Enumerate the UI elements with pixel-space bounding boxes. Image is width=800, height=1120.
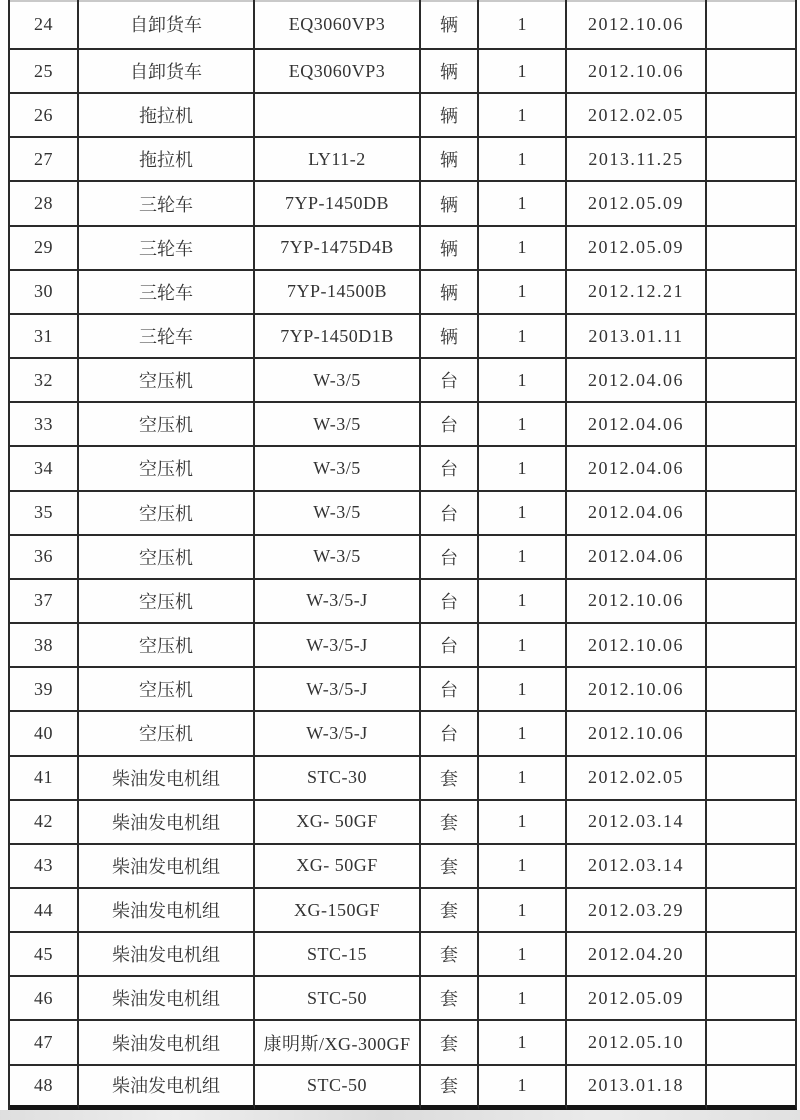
cell-note bbox=[707, 182, 797, 226]
cell-qty: 1 bbox=[479, 50, 567, 94]
cell-note bbox=[707, 492, 797, 536]
cell-date: 2013.11.25 bbox=[567, 138, 707, 182]
cell-note bbox=[707, 668, 797, 712]
cell-model: 康明斯/XG-300GF bbox=[255, 1021, 421, 1065]
cell-note bbox=[707, 580, 797, 624]
cell-qty: 1 bbox=[479, 801, 567, 845]
cell-date: 2012.02.05 bbox=[567, 757, 707, 801]
cell-unit: 台 bbox=[421, 359, 479, 403]
cell-unit: 台 bbox=[421, 447, 479, 491]
cell-note bbox=[707, 757, 797, 801]
cell-model: 7YP-1475D4B bbox=[255, 227, 421, 271]
cell-note bbox=[707, 227, 797, 271]
cell-qty: 1 bbox=[479, 933, 567, 977]
cell-unit: 辆 bbox=[421, 271, 479, 315]
cell-date: 2012.10.06 bbox=[567, 580, 707, 624]
cell-name: 拖拉机 bbox=[79, 138, 255, 182]
cell-name: 三轮车 bbox=[79, 271, 255, 315]
cell-no: 48 bbox=[10, 1066, 79, 1110]
cell-qty: 1 bbox=[479, 1066, 567, 1110]
cell-no: 40 bbox=[10, 712, 79, 756]
cell-qty: 1 bbox=[479, 271, 567, 315]
cell-date: 2012.04.06 bbox=[567, 359, 707, 403]
cell-date: 2012.12.21 bbox=[567, 271, 707, 315]
cell-no: 43 bbox=[10, 845, 79, 889]
cell-name: 自卸货车 bbox=[79, 0, 255, 50]
cell-name: 空压机 bbox=[79, 580, 255, 624]
cell-qty: 1 bbox=[479, 94, 567, 138]
cell-qty: 1 bbox=[479, 403, 567, 447]
cell-model: STC-50 bbox=[255, 977, 421, 1021]
cell-name: 空压机 bbox=[79, 492, 255, 536]
cell-unit: 辆 bbox=[421, 182, 479, 226]
cell-note bbox=[707, 889, 797, 933]
cell-model: W-3/5-J bbox=[255, 712, 421, 756]
cell-name: 空压机 bbox=[79, 668, 255, 712]
cell-name: 柴油发电机组 bbox=[79, 1021, 255, 1065]
cell-no: 33 bbox=[10, 403, 79, 447]
cell-qty: 1 bbox=[479, 315, 567, 359]
cell-note bbox=[707, 1021, 797, 1065]
cell-date: 2012.04.06 bbox=[567, 447, 707, 491]
cell-name: 自卸货车 bbox=[79, 50, 255, 94]
cell-unit: 套 bbox=[421, 977, 479, 1021]
cell-name: 柴油发电机组 bbox=[79, 757, 255, 801]
cell-name: 空压机 bbox=[79, 403, 255, 447]
cell-date: 2012.04.20 bbox=[567, 933, 707, 977]
cell-qty: 1 bbox=[479, 536, 567, 580]
cell-note bbox=[707, 271, 797, 315]
cell-date: 2012.10.06 bbox=[567, 624, 707, 668]
cell-qty: 1 bbox=[479, 227, 567, 271]
cell-name: 柴油发电机组 bbox=[79, 933, 255, 977]
cell-date: 2012.03.14 bbox=[567, 845, 707, 889]
cell-date: 2012.05.09 bbox=[567, 182, 707, 226]
scan-edge-artifact bbox=[0, 1110, 800, 1120]
cell-note bbox=[707, 315, 797, 359]
cell-model: W-3/5 bbox=[255, 536, 421, 580]
cell-qty: 1 bbox=[479, 492, 567, 536]
cell-note bbox=[707, 933, 797, 977]
cell-no: 42 bbox=[10, 801, 79, 845]
cell-unit: 辆 bbox=[421, 315, 479, 359]
cell-no: 37 bbox=[10, 580, 79, 624]
cell-name: 拖拉机 bbox=[79, 94, 255, 138]
cell-unit: 辆 bbox=[421, 0, 479, 50]
cell-model: EQ3060VP3 bbox=[255, 0, 421, 50]
cell-unit: 套 bbox=[421, 801, 479, 845]
cell-note bbox=[707, 138, 797, 182]
cell-no: 30 bbox=[10, 271, 79, 315]
cell-name: 空压机 bbox=[79, 447, 255, 491]
cell-unit: 辆 bbox=[421, 50, 479, 94]
cell-qty: 1 bbox=[479, 447, 567, 491]
cell-qty: 1 bbox=[479, 580, 567, 624]
cell-name: 柴油发电机组 bbox=[79, 889, 255, 933]
cell-unit: 台 bbox=[421, 668, 479, 712]
cell-date: 2012.05.09 bbox=[567, 227, 707, 271]
cell-note bbox=[707, 359, 797, 403]
cell-note bbox=[707, 977, 797, 1021]
cell-date: 2012.04.06 bbox=[567, 536, 707, 580]
cell-note bbox=[707, 94, 797, 138]
cell-model: W-3/5-J bbox=[255, 668, 421, 712]
cell-no: 36 bbox=[10, 536, 79, 580]
cell-note bbox=[707, 624, 797, 668]
cell-unit: 套 bbox=[421, 757, 479, 801]
cell-no: 44 bbox=[10, 889, 79, 933]
cell-no: 32 bbox=[10, 359, 79, 403]
cell-model: W-3/5-J bbox=[255, 580, 421, 624]
cell-name: 三轮车 bbox=[79, 315, 255, 359]
cell-qty: 1 bbox=[479, 1021, 567, 1065]
cell-qty: 1 bbox=[479, 138, 567, 182]
cell-qty: 1 bbox=[479, 712, 567, 756]
cell-note bbox=[707, 712, 797, 756]
cell-model: 7YP-1450D1B bbox=[255, 315, 421, 359]
cell-date: 2012.04.06 bbox=[567, 403, 707, 447]
cell-date: 2012.10.06 bbox=[567, 50, 707, 94]
cell-qty: 1 bbox=[479, 977, 567, 1021]
cell-qty: 1 bbox=[479, 889, 567, 933]
cell-note bbox=[707, 447, 797, 491]
cell-no: 25 bbox=[10, 50, 79, 94]
cell-no: 47 bbox=[10, 1021, 79, 1065]
cell-model: 7YP-14500B bbox=[255, 271, 421, 315]
cell-date: 2012.05.09 bbox=[567, 977, 707, 1021]
cell-unit: 辆 bbox=[421, 94, 479, 138]
cell-note bbox=[707, 845, 797, 889]
cell-note bbox=[707, 1066, 797, 1110]
cell-name: 三轮车 bbox=[79, 182, 255, 226]
cell-no: 24 bbox=[10, 0, 79, 50]
cell-model: LY11-2 bbox=[255, 138, 421, 182]
cell-model: XG- 50GF bbox=[255, 845, 421, 889]
cell-date: 2012.10.06 bbox=[567, 0, 707, 50]
cell-model: EQ3060VP3 bbox=[255, 50, 421, 94]
cell-note bbox=[707, 403, 797, 447]
cell-date: 2013.01.11 bbox=[567, 315, 707, 359]
cell-qty: 1 bbox=[479, 359, 567, 403]
cell-model: STC-50 bbox=[255, 1066, 421, 1110]
cell-no: 26 bbox=[10, 94, 79, 138]
cell-note bbox=[707, 536, 797, 580]
cell-unit: 台 bbox=[421, 403, 479, 447]
cell-note bbox=[707, 50, 797, 94]
cell-unit: 套 bbox=[421, 1066, 479, 1110]
cell-model: W-3/5 bbox=[255, 492, 421, 536]
cell-name: 柴油发电机组 bbox=[79, 977, 255, 1021]
cell-date: 2012.10.06 bbox=[567, 668, 707, 712]
cell-unit: 套 bbox=[421, 933, 479, 977]
cell-unit: 套 bbox=[421, 1021, 479, 1065]
cell-unit: 台 bbox=[421, 624, 479, 668]
cell-unit: 辆 bbox=[421, 227, 479, 271]
cell-date: 2012.05.10 bbox=[567, 1021, 707, 1065]
cell-no: 31 bbox=[10, 315, 79, 359]
cell-no: 28 bbox=[10, 182, 79, 226]
cell-date: 2012.03.14 bbox=[567, 801, 707, 845]
cell-date: 2012.04.06 bbox=[567, 492, 707, 536]
cell-no: 39 bbox=[10, 668, 79, 712]
cell-model: XG- 50GF bbox=[255, 801, 421, 845]
cell-no: 35 bbox=[10, 492, 79, 536]
cell-no: 46 bbox=[10, 977, 79, 1021]
cell-no: 41 bbox=[10, 757, 79, 801]
cell-unit: 台 bbox=[421, 712, 479, 756]
cell-model: STC-30 bbox=[255, 757, 421, 801]
cell-date: 2013.01.18 bbox=[567, 1066, 707, 1110]
cell-no: 45 bbox=[10, 933, 79, 977]
cell-model: W-3/5 bbox=[255, 359, 421, 403]
cell-name: 柴油发电机组 bbox=[79, 801, 255, 845]
cell-name: 空压机 bbox=[79, 536, 255, 580]
cell-date: 2012.02.05 bbox=[567, 94, 707, 138]
cell-name: 柴油发电机组 bbox=[79, 1066, 255, 1110]
cell-qty: 1 bbox=[479, 668, 567, 712]
cell-model: 7YP-1450DB bbox=[255, 182, 421, 226]
cell-qty: 1 bbox=[479, 182, 567, 226]
cell-name: 空压机 bbox=[79, 712, 255, 756]
cell-unit: 台 bbox=[421, 536, 479, 580]
equipment-table bbox=[8, 0, 797, 1110]
cell-model: W-3/5-J bbox=[255, 624, 421, 668]
cell-model bbox=[255, 94, 421, 138]
cell-note bbox=[707, 0, 797, 50]
cell-unit: 辆 bbox=[421, 138, 479, 182]
cell-qty: 1 bbox=[479, 624, 567, 668]
cell-unit: 台 bbox=[421, 492, 479, 536]
cell-qty: 1 bbox=[479, 845, 567, 889]
cell-date: 2012.10.06 bbox=[567, 712, 707, 756]
cell-no: 34 bbox=[10, 447, 79, 491]
cell-no: 29 bbox=[10, 227, 79, 271]
cell-unit: 套 bbox=[421, 889, 479, 933]
cell-no: 27 bbox=[10, 138, 79, 182]
cell-model: XG-150GF bbox=[255, 889, 421, 933]
cell-name: 空压机 bbox=[79, 359, 255, 403]
cell-date: 2012.03.29 bbox=[567, 889, 707, 933]
cell-qty: 1 bbox=[479, 757, 567, 801]
cell-note bbox=[707, 801, 797, 845]
cell-name: 三轮车 bbox=[79, 227, 255, 271]
cell-unit: 台 bbox=[421, 580, 479, 624]
cell-model: STC-15 bbox=[255, 933, 421, 977]
cell-model: W-3/5 bbox=[255, 403, 421, 447]
cell-qty: 1 bbox=[479, 0, 567, 50]
cell-unit: 套 bbox=[421, 845, 479, 889]
cell-no: 38 bbox=[10, 624, 79, 668]
cell-name: 空压机 bbox=[79, 624, 255, 668]
cell-name: 柴油发电机组 bbox=[79, 845, 255, 889]
cell-model: W-3/5 bbox=[255, 447, 421, 491]
